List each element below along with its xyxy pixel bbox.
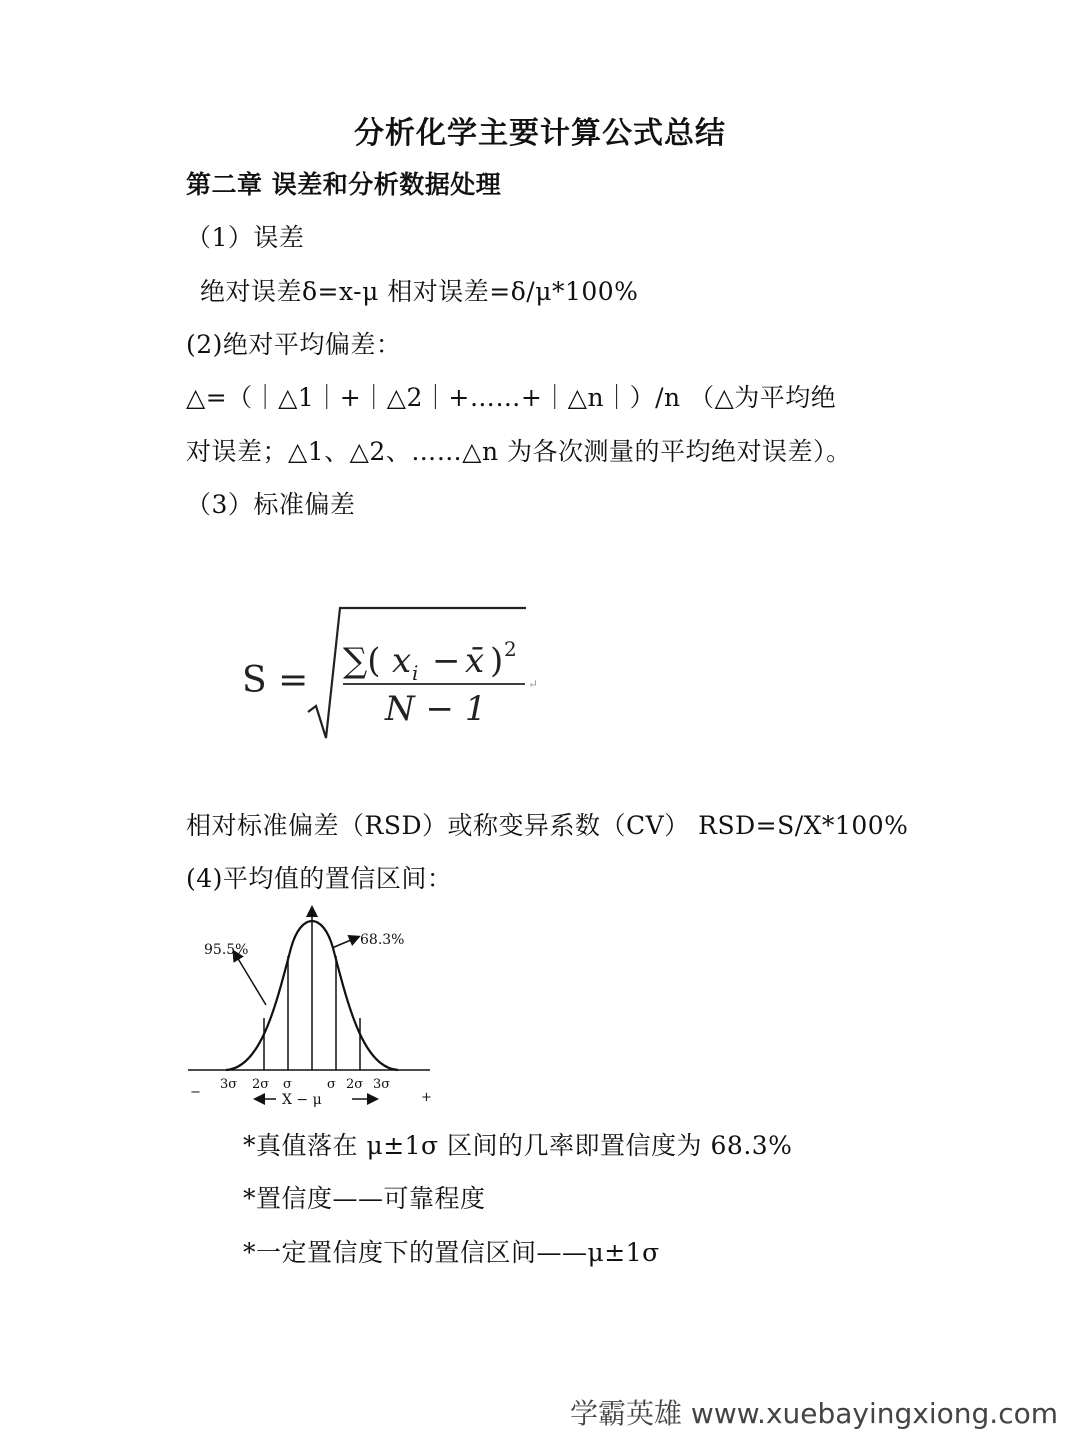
bullet-confidence-level: *真值落在 μ±1σ 区间的几率即置信度为 68.3% <box>243 1131 793 1160</box>
bullet-confidence-interval: *一定置信度下的置信区间——μ±1σ <box>243 1238 660 1267</box>
rsd-definition: 相对标准偏差（RSD）或称变异系数（CV） RSD=S/X*100% <box>186 811 909 840</box>
normal-distribution-figure <box>186 900 446 1110</box>
tick-right-3sigma: 3σ <box>373 1077 391 1092</box>
formula-close-paren: ) <box>490 641 504 681</box>
chapter-heading: 第二章 误差和分析数据处理 <box>186 170 502 199</box>
tick-left-sigma: σ <box>283 1077 292 1092</box>
formula-minus: − <box>432 641 461 681</box>
arrow-68 <box>332 937 358 948</box>
tick-left-3sigma: 3σ <box>220 1077 238 1092</box>
section-1-heading: （1）误差 <box>186 223 305 252</box>
formula-graphic <box>240 600 550 750</box>
bell-curve-graphic <box>186 900 446 1110</box>
return-mark: ↵ <box>528 677 539 691</box>
section-2-heading: (2)绝对平均偏差： <box>186 330 402 359</box>
formula-sub-i: i <box>412 661 419 685</box>
axis-plus: + <box>421 1090 432 1105</box>
formula-x: x <box>392 641 412 681</box>
formula-sum: ∑( <box>343 641 381 681</box>
formula-sup-2: 2 <box>504 637 517 661</box>
bullet-confidence-definition: *置信度——可靠程度 <box>243 1184 486 1213</box>
tick-right-2sigma: 2σ <box>346 1077 364 1092</box>
label-68: 68.3% <box>360 932 405 948</box>
site-watermark: 学霸英雄 www.xuebayingxiong.com <box>570 1397 1058 1430</box>
range-label: X − μ <box>282 1092 322 1108</box>
section-3-heading: （3）标准偏差 <box>186 490 356 519</box>
error-formula: 绝对误差δ=x-μ 相对误差=δ/μ*100% <box>200 277 639 306</box>
mean-deviation-explanation: 对误差；△1、△2、……△n 为各次测量的平均绝对误差）。 <box>186 437 852 466</box>
section-4-heading: (4)平均值的置信区间： <box>186 864 453 893</box>
tick-left-2sigma: 2σ <box>252 1077 270 1092</box>
formula-lhs: S = <box>242 660 309 701</box>
arrow-95 <box>234 952 266 1005</box>
formula-xbar: x̄ <box>465 641 485 681</box>
document-title: 分析化学主要计算公式总结 <box>354 116 726 151</box>
axis-minus: − <box>190 1085 201 1100</box>
mean-deviation-formula: △=（｜△1｜+｜△2｜+……+｜△n｜）/n （△为平均绝 <box>186 383 837 412</box>
tick-right-sigma: σ <box>327 1077 336 1092</box>
standard-deviation-formula <box>240 600 550 750</box>
formula-denominator: N − 1 <box>385 689 487 729</box>
label-95: 95.5% <box>204 942 249 958</box>
